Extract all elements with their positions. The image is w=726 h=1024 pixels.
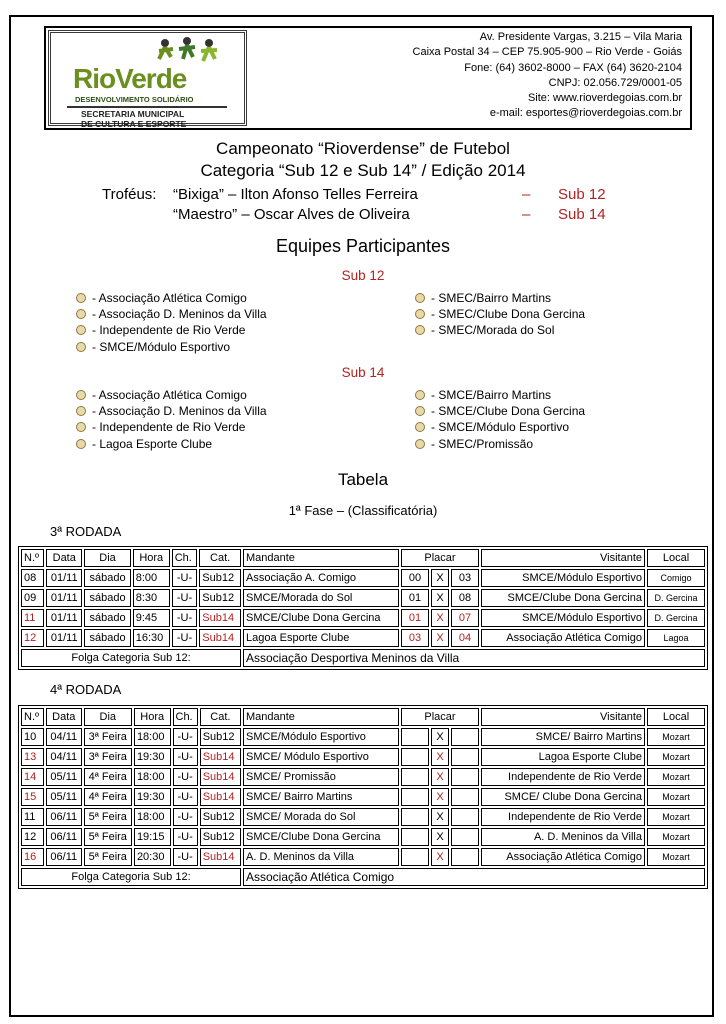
cell-score-x: X	[431, 748, 449, 766]
cell-n: 12	[21, 629, 44, 647]
cell-local: Mozart	[647, 768, 705, 786]
cell-score-away	[451, 828, 479, 846]
trofeu-2-cat: Sub 14	[558, 206, 606, 223]
trofeu-1-dash: –	[522, 186, 531, 203]
table-row	[21, 609, 705, 627]
cell-ch: -U-	[173, 728, 198, 746]
cell-data: 05/11	[46, 788, 82, 806]
cell-data: 06/11	[46, 808, 82, 826]
fase-label: 1ª Fase – (Classificatória)	[288, 503, 438, 518]
logo-rule	[67, 106, 227, 108]
equipes-heading: Equipes Participantes	[275, 236, 451, 256]
cell-visitante: SMCE/Clube Dona Gercina	[481, 589, 645, 607]
cell-score-away	[451, 768, 479, 786]
cell-mandante: SMCE/ Bairro Martins	[243, 788, 399, 806]
soccer-ball-icon	[415, 390, 425, 400]
table-row	[21, 808, 705, 826]
folga-label: Folga Categoria Sub 12:	[21, 868, 241, 886]
contact-cnpj: CNPJ: 02.056.729/0001-05	[548, 76, 682, 89]
soccer-ball-icon	[415, 325, 425, 335]
cell-local: Mozart	[647, 788, 705, 806]
folga-row	[21, 649, 705, 667]
cell-cat: Sub14	[200, 848, 241, 866]
cell-visitante: Independente de Rio Verde	[481, 768, 645, 786]
cell-mandante: SMCE/Clube Dona Gercina	[243, 828, 399, 846]
cell-dia: sábado	[84, 629, 130, 647]
cell-score-home: 00	[401, 569, 429, 587]
cell-n: 08	[21, 569, 44, 587]
sub12-team: - SMEC/Clube Dona Gercina	[415, 307, 585, 321]
cell-hora: 8:00	[133, 569, 170, 587]
cell-hora: 19:30	[134, 788, 171, 806]
soccer-ball-icon	[76, 325, 86, 335]
cell-cat: Sub14	[200, 748, 241, 766]
cell-score-x: X	[431, 569, 449, 587]
sub14-team: - Lagoa Esporte Clube	[76, 437, 212, 451]
cell-local: D. Gercina	[647, 589, 705, 607]
cell-score-x: X	[431, 629, 449, 647]
soccer-ball-icon	[76, 390, 86, 400]
cell-mandante: A. D. Meninos da Villa	[243, 848, 399, 866]
cell-dia: sábado	[84, 609, 130, 627]
cell-dia: 5ª Feira	[84, 848, 132, 866]
logo-name: RioVerde	[73, 63, 187, 94]
sub12-team: - SMEC/Morada do Sol	[415, 323, 554, 337]
cell-cat: Sub14	[200, 768, 241, 786]
soccer-ball-icon	[76, 422, 86, 432]
cell-visitante: Associação Atlética Comigo	[481, 629, 645, 647]
cell-hora: 19:30	[134, 748, 171, 766]
table-row	[21, 828, 705, 846]
folga-label: Folga Categoria Sub 12:	[21, 649, 241, 667]
cell-n: 14	[21, 768, 44, 786]
contact-site: Site: www.rioverdegoias.com.br	[527, 92, 682, 105]
cell-mandante: SMCE/ Morada do Sol	[243, 808, 399, 826]
rodada4-table	[18, 705, 708, 889]
trofeu-1-name: “Bixiga” – Ilton Afonso Telles Ferreira	[173, 186, 418, 203]
cell-ch: -U-	[173, 748, 198, 766]
cell-data: 06/11	[46, 848, 82, 866]
cell-cat: Sub14	[199, 609, 241, 627]
cell-dia: sábado	[84, 589, 130, 607]
sub12-heading: Sub 12	[341, 268, 385, 283]
contact-block	[413, 30, 682, 122]
table-header-row	[21, 549, 705, 567]
cell-hora: 9:45	[133, 609, 170, 627]
col-cat: Cat.	[200, 708, 241, 726]
cell-ch: -U-	[173, 768, 198, 786]
table-row	[21, 788, 705, 806]
folga-team: Associação Atlética Comigo	[243, 868, 705, 886]
col-visitante: Visitante	[481, 549, 645, 567]
cell-ch: -U-	[172, 569, 198, 587]
col-dia: Dia	[84, 549, 130, 567]
cell-score-away: 04	[451, 629, 479, 647]
cell-data: 01/11	[46, 629, 82, 647]
trofeu-2-dash: –	[522, 206, 531, 223]
soccer-ball-icon	[76, 309, 86, 319]
sub14-team: - SMEC/Promissão	[415, 437, 533, 451]
cell-n: 12	[21, 828, 44, 846]
col-data: Data	[46, 708, 82, 726]
cell-visitante: Lagoa Esporte Clube	[481, 748, 645, 766]
cell-n: 11	[21, 808, 44, 826]
contact-postal: Caixa Postal 34 – CEP 75.905-900 – Rio Verde - Goiás	[412, 46, 682, 59]
cell-score-away	[451, 728, 479, 746]
contact-phone: Fone: (64) 3602-8000 – FAX (64) 3620-2104	[464, 61, 682, 74]
cell-ch: -U-	[172, 629, 198, 647]
sub14-team: - SMCE/Módulo Esportivo	[415, 420, 569, 434]
logo-tagline: DESENVOLVIMENTO SOLIDÁRIO	[75, 95, 194, 104]
cell-score-x: X	[431, 728, 449, 746]
col-ch: Ch.	[173, 708, 198, 726]
cell-local: Mozart	[647, 808, 705, 826]
cell-score-x: X	[431, 808, 449, 826]
cell-score-home: 01	[401, 589, 429, 607]
cell-score-home	[401, 788, 429, 806]
sub12-team: - SMCE/Módulo Esportivo	[76, 340, 230, 354]
cell-score-home	[401, 848, 429, 866]
cell-mandante: SMCE/Módulo Esportivo	[243, 728, 399, 746]
cell-visitante: SMCE/ Bairro Martins	[481, 728, 645, 746]
contact-address: Av. Presidente Vargas, 3.215 – Vila Maria	[479, 31, 682, 43]
cell-score-home	[401, 728, 429, 746]
cell-n: 13	[21, 748, 44, 766]
cell-score-x: X	[431, 848, 449, 866]
cell-local: D. Gercina	[647, 609, 705, 627]
cell-ch: -U-	[172, 589, 198, 607]
cell-score-home: 03	[401, 629, 429, 647]
cell-cat: Sub14	[199, 629, 241, 647]
cell-score-x: X	[431, 828, 449, 846]
col-hora: Hora	[133, 549, 170, 567]
sub14-team: - SMCE/Bairro Martins	[415, 388, 551, 402]
cell-score-away	[451, 788, 479, 806]
table-row	[21, 569, 705, 587]
cell-ch: -U-	[173, 788, 198, 806]
cell-n: 15	[21, 788, 44, 806]
cell-data: 01/11	[46, 589, 82, 607]
table-row	[21, 589, 705, 607]
cell-cat: Sub12	[199, 569, 241, 587]
cell-score-away: 03	[451, 569, 479, 587]
tabela-heading: Tabela	[337, 470, 389, 489]
cell-mandante: Associação A. Comigo	[243, 569, 399, 587]
cell-data: 04/11	[46, 748, 82, 766]
table-row	[21, 768, 705, 786]
cell-local: Lagoa	[647, 629, 705, 647]
table-row	[21, 848, 705, 866]
cell-local: Mozart	[647, 828, 705, 846]
col-placar: Placar	[401, 549, 479, 567]
cell-cat: Sub12	[200, 728, 241, 746]
soccer-ball-icon	[76, 342, 86, 352]
sub14-team: - Associação Atlética Comigo	[76, 388, 247, 402]
rodada3-title: 3ª RODADA	[50, 524, 122, 539]
soccer-ball-icon	[415, 439, 425, 449]
folga-row	[21, 868, 705, 886]
cell-visitante: Independente de Rio Verde	[481, 808, 645, 826]
cell-score-home	[401, 748, 429, 766]
rodada4-title: 4ª RODADA	[50, 682, 122, 697]
col-mandante: Mandante	[243, 549, 399, 567]
table-row	[21, 629, 705, 647]
cell-cat: Sub14	[200, 788, 241, 806]
soccer-ball-icon	[76, 406, 86, 416]
cell-data: 01/11	[46, 569, 82, 587]
cell-data: 04/11	[46, 728, 82, 746]
col-local: Local	[647, 549, 705, 567]
table-row	[21, 728, 705, 746]
sub12-team: - SMEC/Bairro Martins	[415, 291, 551, 305]
cell-visitante: Associação Atlética Comigo	[481, 848, 645, 866]
letterhead	[44, 26, 692, 130]
cell-visitante: SMCE/Módulo Esportivo	[481, 569, 645, 587]
cell-local: Comigo	[647, 569, 705, 587]
sub12-team: - Associação Atlética Comigo	[76, 291, 247, 305]
col-n: N.º	[21, 708, 44, 726]
cell-data: 05/11	[46, 768, 82, 786]
col-ch: Ch.	[172, 549, 198, 567]
cell-hora: 16:30	[133, 629, 170, 647]
cell-score-away	[451, 848, 479, 866]
folga-team: Associação Desportiva Meninos da Villa	[243, 649, 705, 667]
rio-verde-logo	[48, 30, 247, 129]
cell-cat: Sub12	[199, 589, 241, 607]
cell-hora: 20:30	[134, 848, 171, 866]
contact-email: e-mail: esportes@rioverdegoias.com.br	[489, 107, 682, 120]
sub12-team: - Independente de Rio Verde	[76, 323, 245, 337]
cell-local: Mozart	[647, 728, 705, 746]
cell-hora: 8:30	[133, 589, 170, 607]
cell-cat: Sub12	[200, 808, 241, 826]
col-placar: Placar	[401, 708, 479, 726]
sub14-heading: Sub 14	[341, 365, 385, 380]
cell-cat: Sub12	[200, 828, 241, 846]
soccer-ball-icon	[415, 406, 425, 416]
cell-ch: -U-	[173, 848, 198, 866]
cell-mandante: Lagoa Esporte Clube	[243, 629, 399, 647]
cell-score-away: 07	[451, 609, 479, 627]
cell-dia: 4ª Feira	[84, 768, 132, 786]
cell-score-x: X	[431, 768, 449, 786]
cell-dia: 3ª Feira	[84, 748, 132, 766]
secretaria-line1: SECRETARIA MUNICIPAL	[81, 109, 185, 119]
col-dia: Dia	[84, 708, 132, 726]
cell-data: 06/11	[46, 828, 82, 846]
table-header-row	[21, 708, 705, 726]
cell-n: 10	[21, 728, 44, 746]
soccer-ball-icon	[415, 309, 425, 319]
sub14-team: - SMCE/Clube Dona Gercina	[415, 404, 585, 418]
col-hora: Hora	[134, 708, 171, 726]
col-mandante: Mandante	[243, 708, 399, 726]
soccer-ball-icon	[415, 422, 425, 432]
cell-data: 01/11	[46, 609, 82, 627]
col-cat: Cat.	[199, 549, 241, 567]
cell-local: Mozart	[647, 848, 705, 866]
cell-mandante: SMCE/ Promissão	[243, 768, 399, 786]
cell-score-home	[401, 828, 429, 846]
cell-dia: sábado	[84, 569, 130, 587]
cell-visitante: SMCE/ Clube Dona Gercina	[481, 788, 645, 806]
cell-hora: 18:00	[134, 808, 171, 826]
sub14-team: - Independente de Rio Verde	[76, 420, 245, 434]
cell-score-home	[401, 808, 429, 826]
cell-hora: 19:15	[134, 828, 171, 846]
cell-score-x: X	[431, 788, 449, 806]
table-row	[21, 748, 705, 766]
col-local: Local	[647, 708, 705, 726]
cell-dia: 3ª Feira	[84, 728, 132, 746]
soccer-ball-icon	[76, 293, 86, 303]
cell-score-x: X	[431, 609, 449, 627]
cell-dia: 5ª Feira	[84, 828, 132, 846]
title-line2: Categoria “Sub 12 e Sub 14” / Edição 2014	[200, 161, 526, 180]
cell-ch: -U-	[173, 808, 198, 826]
title-line1: Campeonato “Rioverdense” de Futebol	[216, 139, 510, 158]
col-visitante: Visitante	[481, 708, 645, 726]
col-n: N.º	[21, 549, 44, 567]
cell-ch: -U-	[173, 828, 198, 846]
cell-score-away	[451, 748, 479, 766]
cell-dia: 5ª Feira	[84, 808, 132, 826]
trofeus-label: Troféus:	[102, 186, 157, 203]
rodada3-table	[18, 546, 708, 670]
cell-score-home: 01	[401, 609, 429, 627]
cell-visitante: A. D. Meninos da Villa	[481, 828, 645, 846]
cell-visitante: SMCE/Módulo Esportivo	[481, 609, 645, 627]
trofeu-1-cat: Sub 12	[558, 186, 606, 203]
cell-mandante: SMCE/ Módulo Esportivo	[243, 748, 399, 766]
secretaria-line2: DE CULTURA E ESPORTE	[81, 119, 187, 129]
cell-n: 09	[21, 589, 44, 607]
cell-mandante: SMCE/Clube Dona Gercina	[243, 609, 399, 627]
cell-score-home	[401, 768, 429, 786]
trofeu-2-name: “Maestro” – Oscar Alves de Oliveira	[173, 206, 410, 223]
cell-hora: 18:00	[134, 768, 171, 786]
sub14-team: - Associação D. Meninos da Villa	[76, 404, 267, 418]
col-data: Data	[46, 549, 82, 567]
cell-score-away: 08	[451, 589, 479, 607]
sub12-team: - Associação D. Meninos da Villa	[76, 307, 267, 321]
cell-score-x: X	[431, 589, 449, 607]
cell-hora: 18:00	[134, 728, 171, 746]
cell-mandante: SMCE/Morada do Sol	[243, 589, 399, 607]
cell-score-away	[451, 808, 479, 826]
cell-n: 11	[21, 609, 44, 627]
cell-dia: 4ª Feira	[84, 788, 132, 806]
cell-local: Mozart	[647, 748, 705, 766]
soccer-ball-icon	[415, 293, 425, 303]
soccer-ball-icon	[76, 439, 86, 449]
cell-ch: -U-	[172, 609, 198, 627]
cell-n: 16	[21, 848, 44, 866]
